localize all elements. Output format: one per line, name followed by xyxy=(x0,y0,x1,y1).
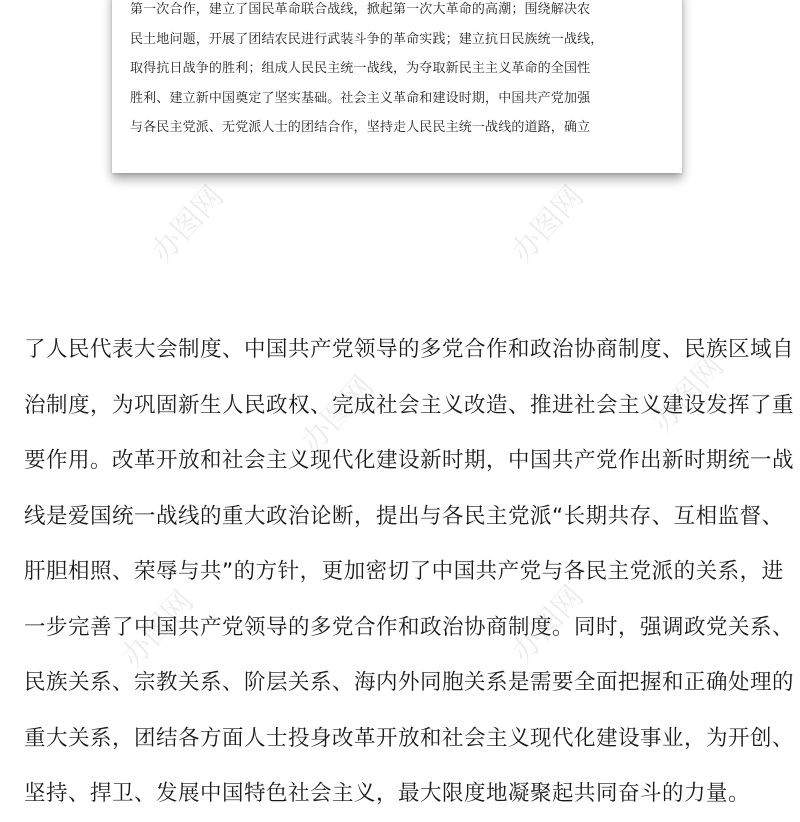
body-line: 肝胆相照、荣辱与共”的方针，更加密切了中国共产党与各民主党派的关系，进 xyxy=(24,559,784,584)
watermark-text: 办图网 xyxy=(114,584,201,675)
card-paragraph xyxy=(130,0,668,143)
watermark-text: 办图网 xyxy=(294,369,381,460)
card-line: 与各民主党派、无党派人士的团结合作，坚持走人民民主统一战线的道路，确立 xyxy=(130,120,591,135)
watermark-text: 办图网 xyxy=(504,179,591,270)
card-line: 第一次合作，建立了国民革命联合战线，掀起第一次大革命的高潮；围绕解决农 xyxy=(130,2,591,17)
watermark-text: 办图网 xyxy=(504,579,591,670)
quote-card xyxy=(112,0,682,173)
body-line: 一步完善了中国共产党领导的多党合作和政治协商制度。同时，强调政党关系、 xyxy=(24,614,795,640)
main-paragraph xyxy=(24,322,795,822)
card-line: 胜利、建立新中国奠定了坚实基础。社会主义革命和建设时期，中国共产党加强 xyxy=(130,90,591,106)
body-line: 要作用。改革开放和社会主义现代化建设新时期，中国共产党作出新时期统一战 xyxy=(24,448,795,473)
card-line: 民土地问题，开展了团结农民进行武装斗争的革命实践；建立抗日民族统一战线， xyxy=(130,31,604,47)
body-line: 民族关系、宗教关系、阶层关系、海内外同胞关系是需要全面把握和正确处理的 xyxy=(24,670,795,695)
body-line: 了人民代表大会制度、中国共产党领导的多党合作和政治协商制度、民族区域自 xyxy=(24,337,795,362)
body-line: 线是爱国统一战线的重大政治论断，提出与各民主党派“长期共存、互相监督、 xyxy=(24,503,784,529)
watermark-text: 办图网 xyxy=(144,179,231,270)
card-line: 取得抗日战争的胜利；组成人民民主统一战线，为夺取新民主主义革命的全国性 xyxy=(130,61,591,76)
body-line: 坚持、捍卫、发展中国特色社会主义，最大限度地凝聚起共同奋斗的力量。 xyxy=(24,781,751,806)
watermark-text: 办图网 xyxy=(644,349,731,440)
body-line: 重大关系，团结各方面人士投身改革开放和社会主义现代化建设事业，为开创、 xyxy=(24,725,795,751)
body-line: 治制度，为巩固新生人民政权、完成社会主义改造、推进社会主义建设发挥了重 xyxy=(24,392,795,418)
